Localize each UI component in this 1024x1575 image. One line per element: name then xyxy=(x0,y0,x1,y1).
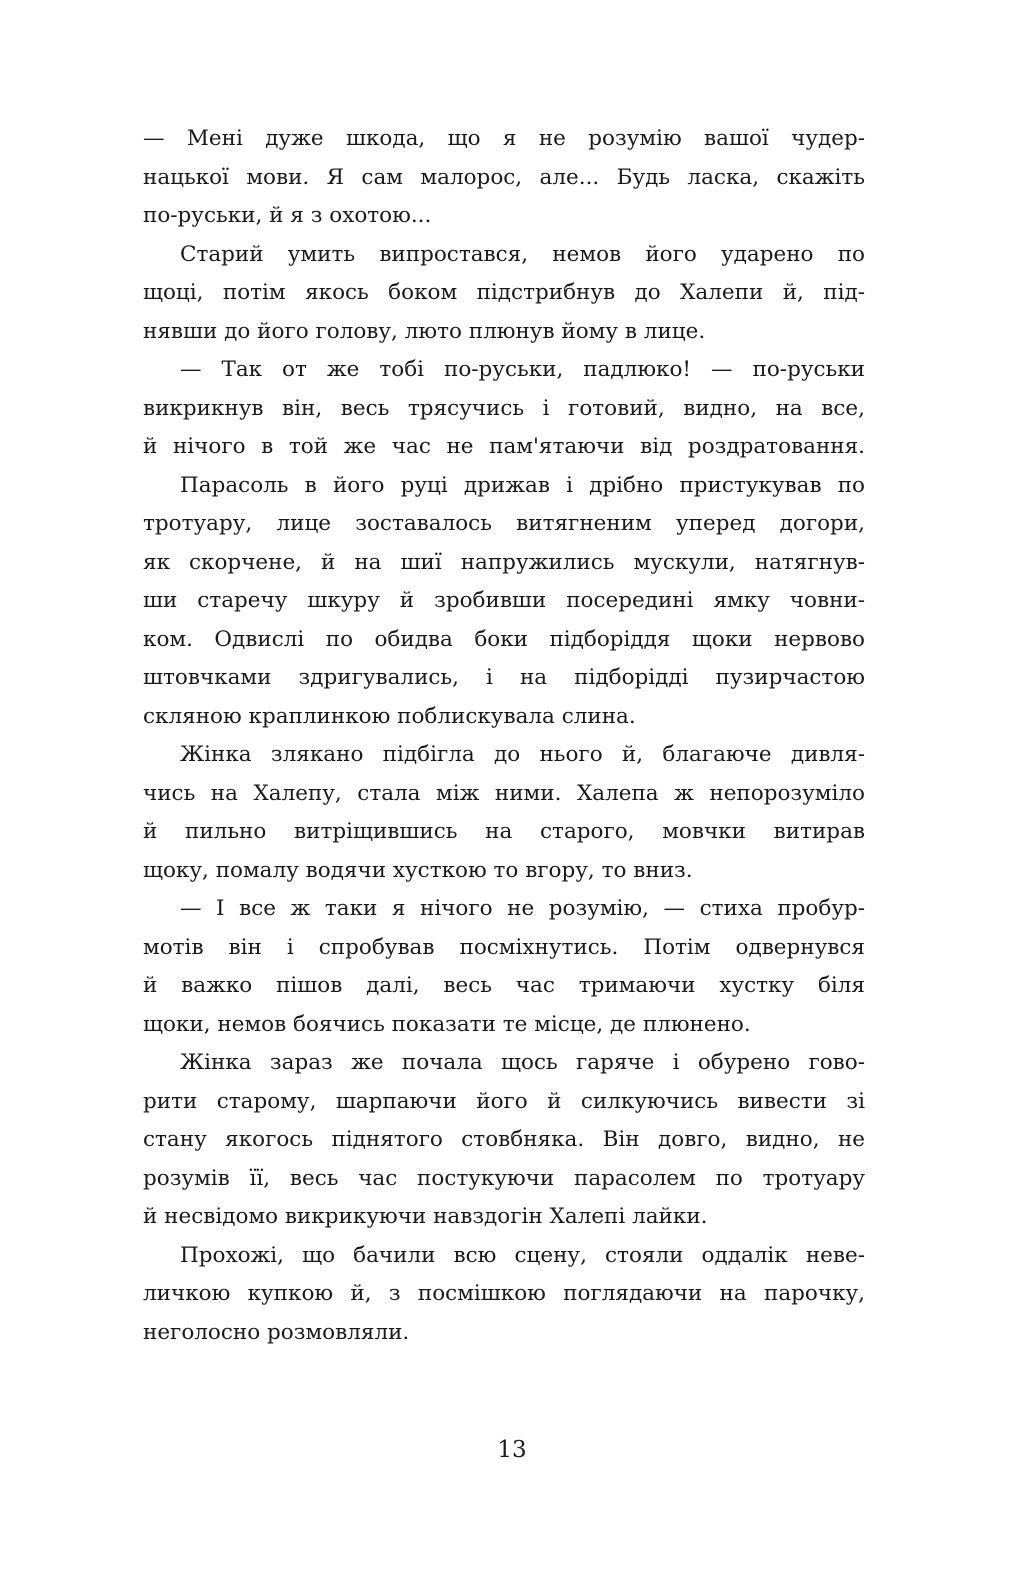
page-number: 13 xyxy=(497,1437,527,1463)
text-line: штовчками здригувались, і на підборідді пузирчастою xyxy=(143,665,865,690)
text-line: нявши до його голову, люто плюнув йому в лице. xyxy=(143,318,706,344)
text-line: рити старому, шарпаючи його й силкуючись вивести зі xyxy=(143,1088,865,1114)
text-line: личкою купкою й, з посмішкою поглядаючи на парочку, xyxy=(143,1281,865,1306)
text-line: — І все ж таки я нічого не розумію, — стиха пробур- xyxy=(180,896,865,921)
text-line: — Мені дуже шкода, що я не розумію вашої чудер- xyxy=(143,126,865,151)
text-line: скляною краплинкою поблискувала слина. xyxy=(143,703,636,729)
text-line: стану якогось піднятого стовбняка. Він довго, видно, не xyxy=(143,1127,865,1152)
text-line: й важко пішов далі, весь час тримаючи хустку біля xyxy=(143,973,865,998)
text-line: тротуару, лице зоставалось витягненим уперед догори, xyxy=(143,511,865,536)
text-line: щоку, помалу водячи хусткою то вгору, то вниз. xyxy=(143,857,693,883)
text-line: Жінка злякано підбігла до нього й, благаюче дивля- xyxy=(180,742,865,767)
text-line: неголосно розмовляли. xyxy=(143,1319,410,1345)
text-line: й нічого в той же час не пам'ятаючи від роздратовання. xyxy=(143,434,865,459)
text-line: як скорчене, й на шиї напружились мускули, натягнув- xyxy=(143,549,865,575)
text-line: Парасоль в його руці дрижав і дрібно пристукував по xyxy=(180,472,865,498)
text-line: розумів її, весь час постукуючи парасолем по тротуару xyxy=(143,1165,865,1191)
text-line: мотів він і спробував посміхнутись. Потім одвернувся xyxy=(143,934,865,960)
text-line: — Так от же тобі по-руськи, падлюко! — по-руськи xyxy=(180,357,865,382)
text-line: ши старечу шкуру й зробивши посередині ямку човни- xyxy=(143,588,865,613)
text-line: Старий умить випростався, немов його ударено по xyxy=(180,241,865,267)
text-line: викрикнув він, весь трясучись і готовий, видно, на все, xyxy=(143,395,865,421)
text-line: по-руськи, й я з охотою... xyxy=(143,203,432,228)
text-line: нацької мови. Я сам малорос, але... Будь ласка, скажіть xyxy=(143,164,865,190)
text-line: щоки, немов боячись показати те місце, де плюнено. xyxy=(143,1011,751,1037)
text-line: й пильно витріщившись на старого, мовчки витирав xyxy=(143,819,865,844)
body-text xyxy=(143,120,865,1352)
text-line: Прохожі, що бачили всю сцену, стояли оддалік неве- xyxy=(180,1242,865,1268)
text-line: чись на Халепу, стала між ними. Халепа ж непорозуміло xyxy=(143,780,865,806)
text-line: Жінка зараз же почала щось гаряче і обурено гово- xyxy=(180,1050,865,1075)
text-line: й несвідомо викрикуючи навздогін Халепі лайки. xyxy=(143,1204,708,1229)
text-line: ком. Одвислі по обидва боки підборіддя щоки нервово xyxy=(143,626,865,652)
text-line: щоці, потім якось боком підстрибнув до Халепи й, під- xyxy=(143,280,865,305)
